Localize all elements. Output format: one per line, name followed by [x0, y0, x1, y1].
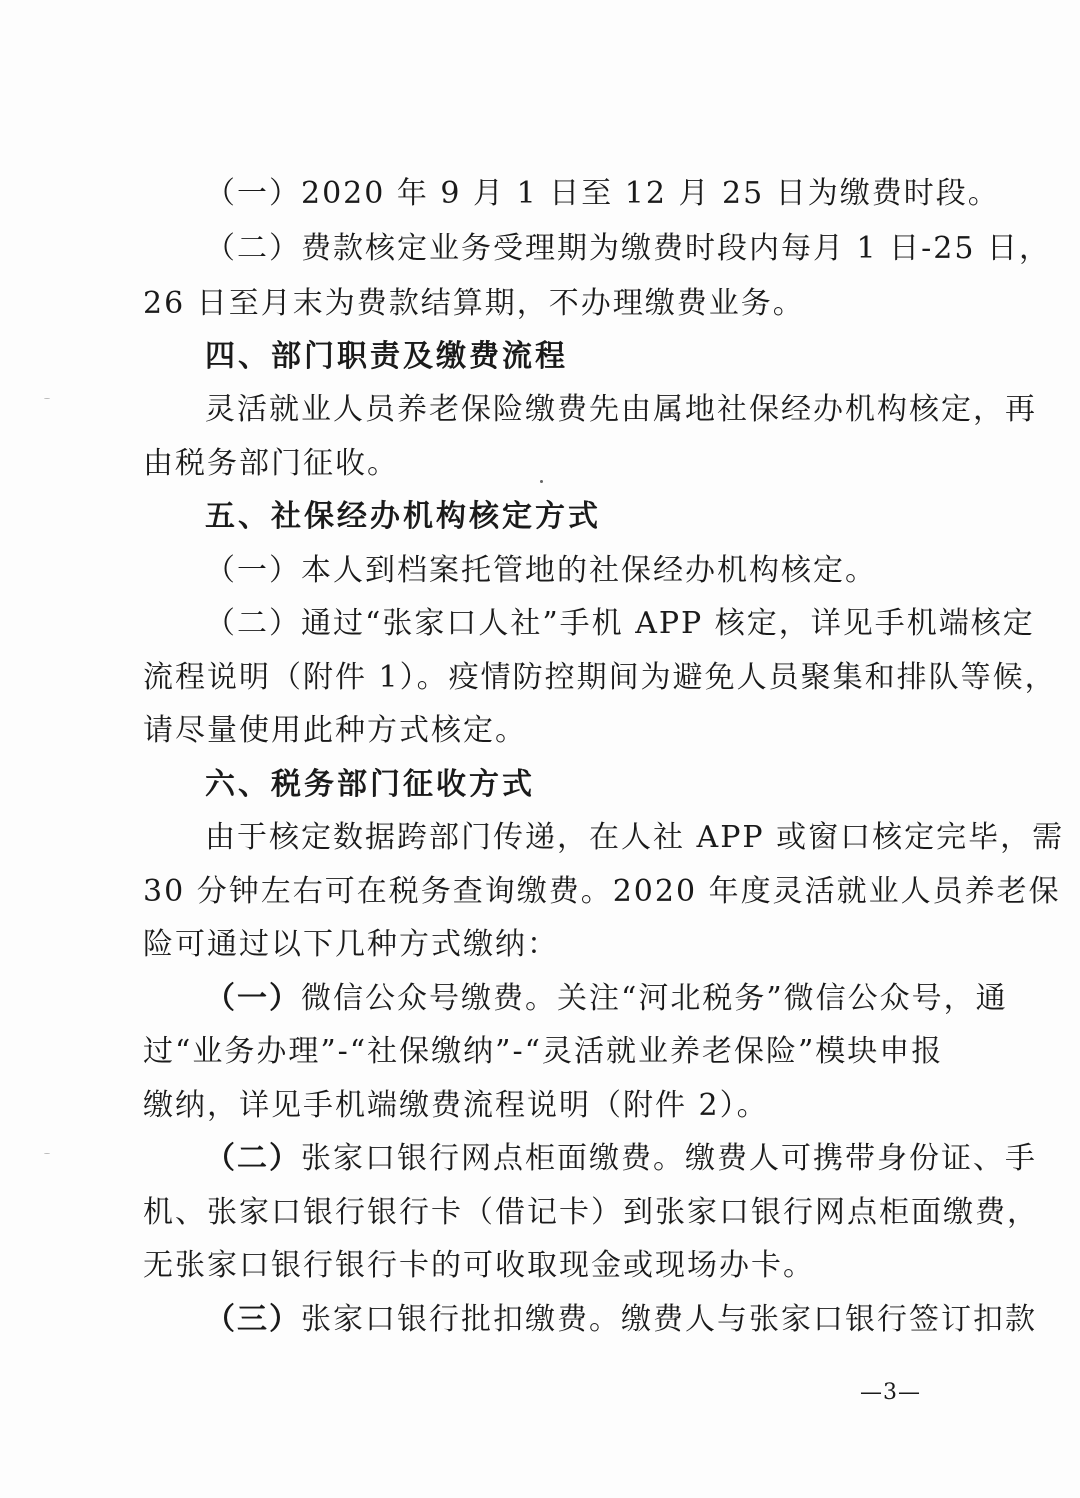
- paragraph-line: [205, 979, 1008, 1019]
- item-text: 微信公众号缴费。关注“河北税务”微信公众号，通: [301, 981, 1008, 1016]
- scan-speck: [540, 480, 543, 483]
- paragraph-line: 由于核定数据跨部门传递，在人社 APP 或窗口核定完毕，需: [205, 820, 1065, 855]
- paragraph-line: 灵活就业人员养老保险缴费先由属地社保经办机构核定，再: [205, 392, 1037, 427]
- scan-speck: [44, 398, 50, 399]
- paragraph-line: 30 分钟左右可在税务查询缴费。2020 年度灵活就业人员养老保: [143, 874, 1061, 909]
- paragraph-line: 无张家口银行银行卡的可收取现金或现场办卡。: [143, 1248, 815, 1283]
- section-heading: 五、社保经办机构核定方式: [205, 499, 601, 534]
- item-label: （三）: [205, 1302, 301, 1337]
- paragraph-line: （二）通过“张家口人社”手机 APP 核定，详见手机端核定: [205, 606, 1035, 641]
- paragraph-line: （一）本人到档案托管地的社保经办机构核定。: [205, 553, 877, 588]
- paragraph-line: [205, 1139, 1037, 1179]
- paragraph-line: 险可通过以下几种方式缴纳：: [143, 927, 559, 962]
- paragraph-line: 流程说明（附件 1）。疫情防控期间为避免人员聚集和排队等候，: [143, 660, 1057, 695]
- paragraph-line: （二）费款核定业务受理期为缴费时段内每月 1 日-25 日，: [205, 231, 1052, 266]
- item-text: 张家口银行批扣缴费。缴费人与张家口银行签订扣款: [301, 1302, 1037, 1337]
- paragraph-line: 过“业务办理”-“社保缴纳”-“灵活就业养老保险”模块申报: [143, 1034, 944, 1069]
- paragraph-line: 26 日至月末为费款结算期，不办理缴费业务。: [143, 286, 805, 321]
- page-number: —3—: [860, 1380, 921, 1405]
- item-label: （一）: [205, 981, 301, 1016]
- scan-speck: [44, 1153, 50, 1154]
- paragraph-line: 请尽量使用此种方式核定。: [143, 713, 527, 748]
- section-heading: 四、部门职责及缴费流程: [205, 339, 568, 374]
- item-text: 张家口银行网点柜面缴费。缴费人可携带身份证、手: [301, 1141, 1037, 1176]
- paragraph-line: [205, 1300, 1037, 1340]
- paragraph-line: （一）2020 年 9 月 1 日至 12 月 25 日为缴费时段。: [205, 176, 1000, 211]
- item-label: （二）: [205, 1141, 301, 1176]
- section-heading: 六、税务部门征收方式: [205, 767, 535, 802]
- paragraph-line: 由税务部门征收。: [143, 446, 399, 481]
- paragraph-line: 缴纳，详见手机端缴费流程说明（附件 2）。: [143, 1088, 769, 1123]
- paragraph-line: 机、张家口银行银行卡（借记卡）到张家口银行网点柜面缴费，: [143, 1195, 1039, 1230]
